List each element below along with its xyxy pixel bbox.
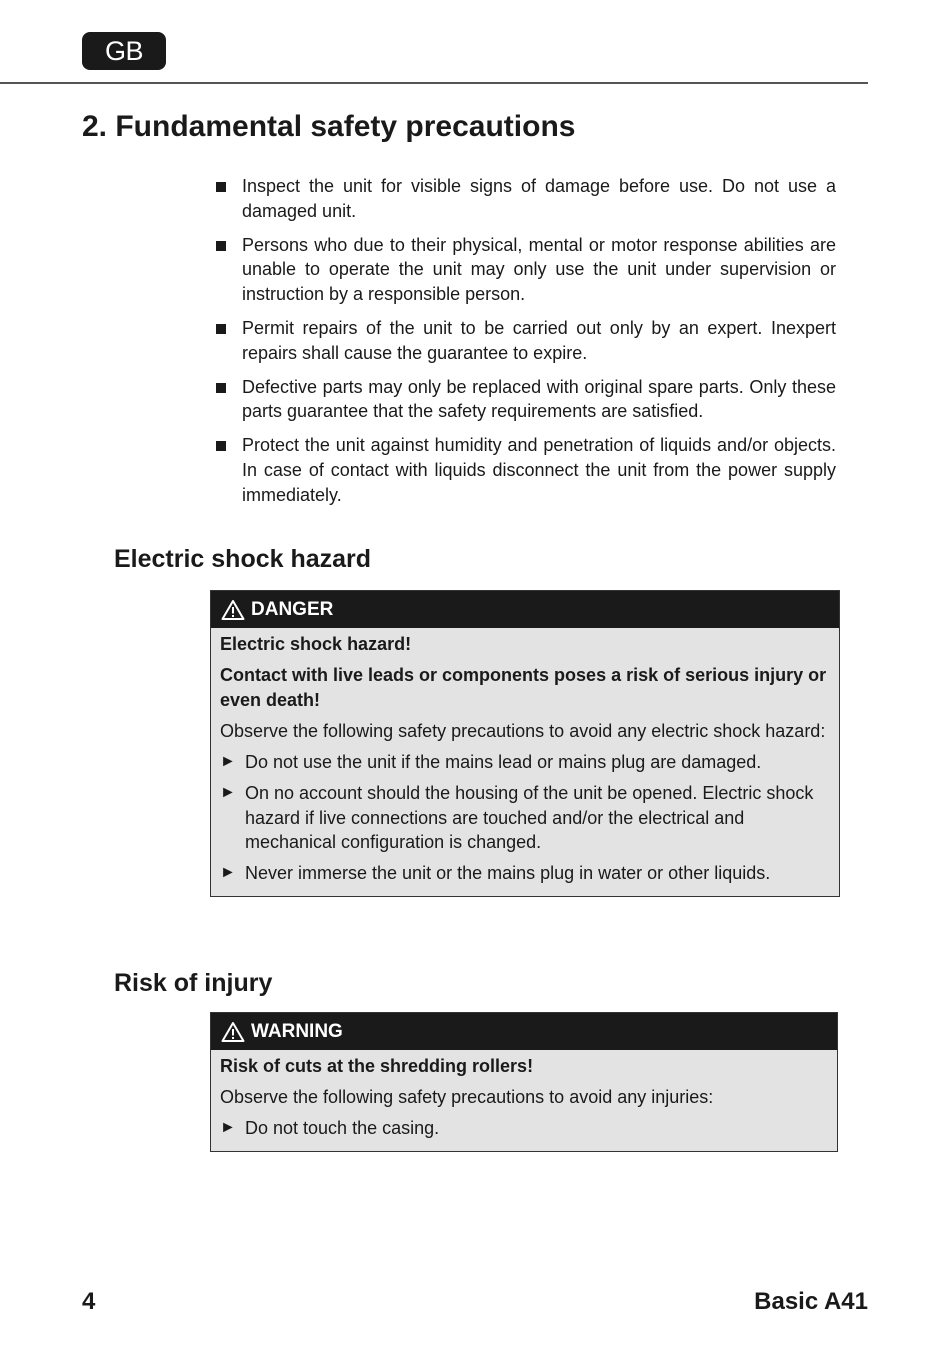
right-arrow-icon: ► (220, 783, 236, 801)
warning-box (210, 1012, 838, 1152)
warning-triangle-icon (221, 1021, 245, 1043)
danger-box-header (211, 591, 839, 628)
danger-title: Electric shock hazard! (220, 634, 412, 654)
warning-box-body (211, 1050, 837, 1151)
electric-shock-heading: Electric shock hazard (114, 545, 372, 573)
danger-intro: Observe the following safety precautions to avoid any electric shock hazard: (220, 720, 826, 741)
warning-box-header (211, 1013, 837, 1050)
list-item (214, 433, 836, 507)
header-divider (0, 82, 868, 84)
precaution-text: Never immerse the unit or the mains plug in water or other liquids. (245, 863, 771, 884)
danger-box (210, 590, 840, 897)
square-bullet-icon (216, 241, 226, 251)
safety-bullet-list (214, 174, 836, 517)
warning-triangle-icon (221, 599, 245, 621)
warning-intro: Observe the following safety precautions to avoid any injuries: (220, 1087, 714, 1108)
bullet-text: Defective parts may only be replaced with original spare parts. Only these parts guarantee that the safety requirements are satisfied. (242, 376, 836, 422)
square-bullet-icon (216, 383, 226, 393)
warning-label: WARNING (251, 1020, 343, 1042)
danger-box-body (211, 628, 839, 896)
right-arrow-icon: ► (220, 752, 236, 770)
square-bullet-icon (216, 324, 226, 334)
danger-label: DANGER (251, 598, 334, 620)
bullet-text: Inspect the unit for visible signs of damage before use. Do not use a damaged unit. (242, 176, 836, 221)
list-item (214, 174, 836, 223)
right-arrow-icon: ► (220, 1119, 236, 1137)
list-item (220, 750, 830, 775)
bullet-text: Permit repairs of the unit to be carried out only by an expert. Inexpert repairs shall cause the guarantee to expire. (242, 317, 836, 363)
list-item (220, 1116, 828, 1141)
danger-subtitle: Contact with live leads or components poses a risk of serious injury or even death! (220, 665, 827, 710)
precaution-text: On no account should the housing of the unit be opened. Electric shock hazard if live connections are touched and/or the electrical and mechanical configuration is changed. (245, 782, 814, 853)
risk-of-injury-heading: Risk of injury (114, 969, 273, 997)
language-badge: GB (82, 32, 166, 70)
page-title: 2. Fundamental safety precautions (82, 110, 576, 143)
list-item (220, 861, 830, 886)
bullet-text: Persons who due to their physical, mental or motor response abilities are unable to operate the unit may only use the unit under supervision or instruction by a responsible person. (242, 234, 836, 304)
model-name: Basic A41 (754, 1288, 868, 1315)
list-item (214, 375, 836, 424)
danger-precaution-list (220, 750, 830, 886)
precaution-text: Do not touch the casing. (245, 1118, 440, 1139)
bullet-text: Protect the unit against humidity and penetration of liquids and/or objects. In case of contact with liquids disconnect the unit from the power supply immediately. (242, 435, 836, 505)
page-number: 4 (82, 1288, 96, 1315)
list-item (214, 316, 836, 365)
list-item (220, 781, 830, 855)
square-bullet-icon (216, 441, 226, 451)
right-arrow-icon: ► (220, 864, 236, 882)
square-bullet-icon (216, 182, 226, 192)
warning-title: Risk of cuts at the shredding rollers! (220, 1056, 534, 1076)
precaution-text: Do not use the unit if the mains lead or mains plug are damaged. (245, 751, 762, 772)
warning-precaution-list (220, 1116, 828, 1141)
list-item (214, 233, 836, 307)
